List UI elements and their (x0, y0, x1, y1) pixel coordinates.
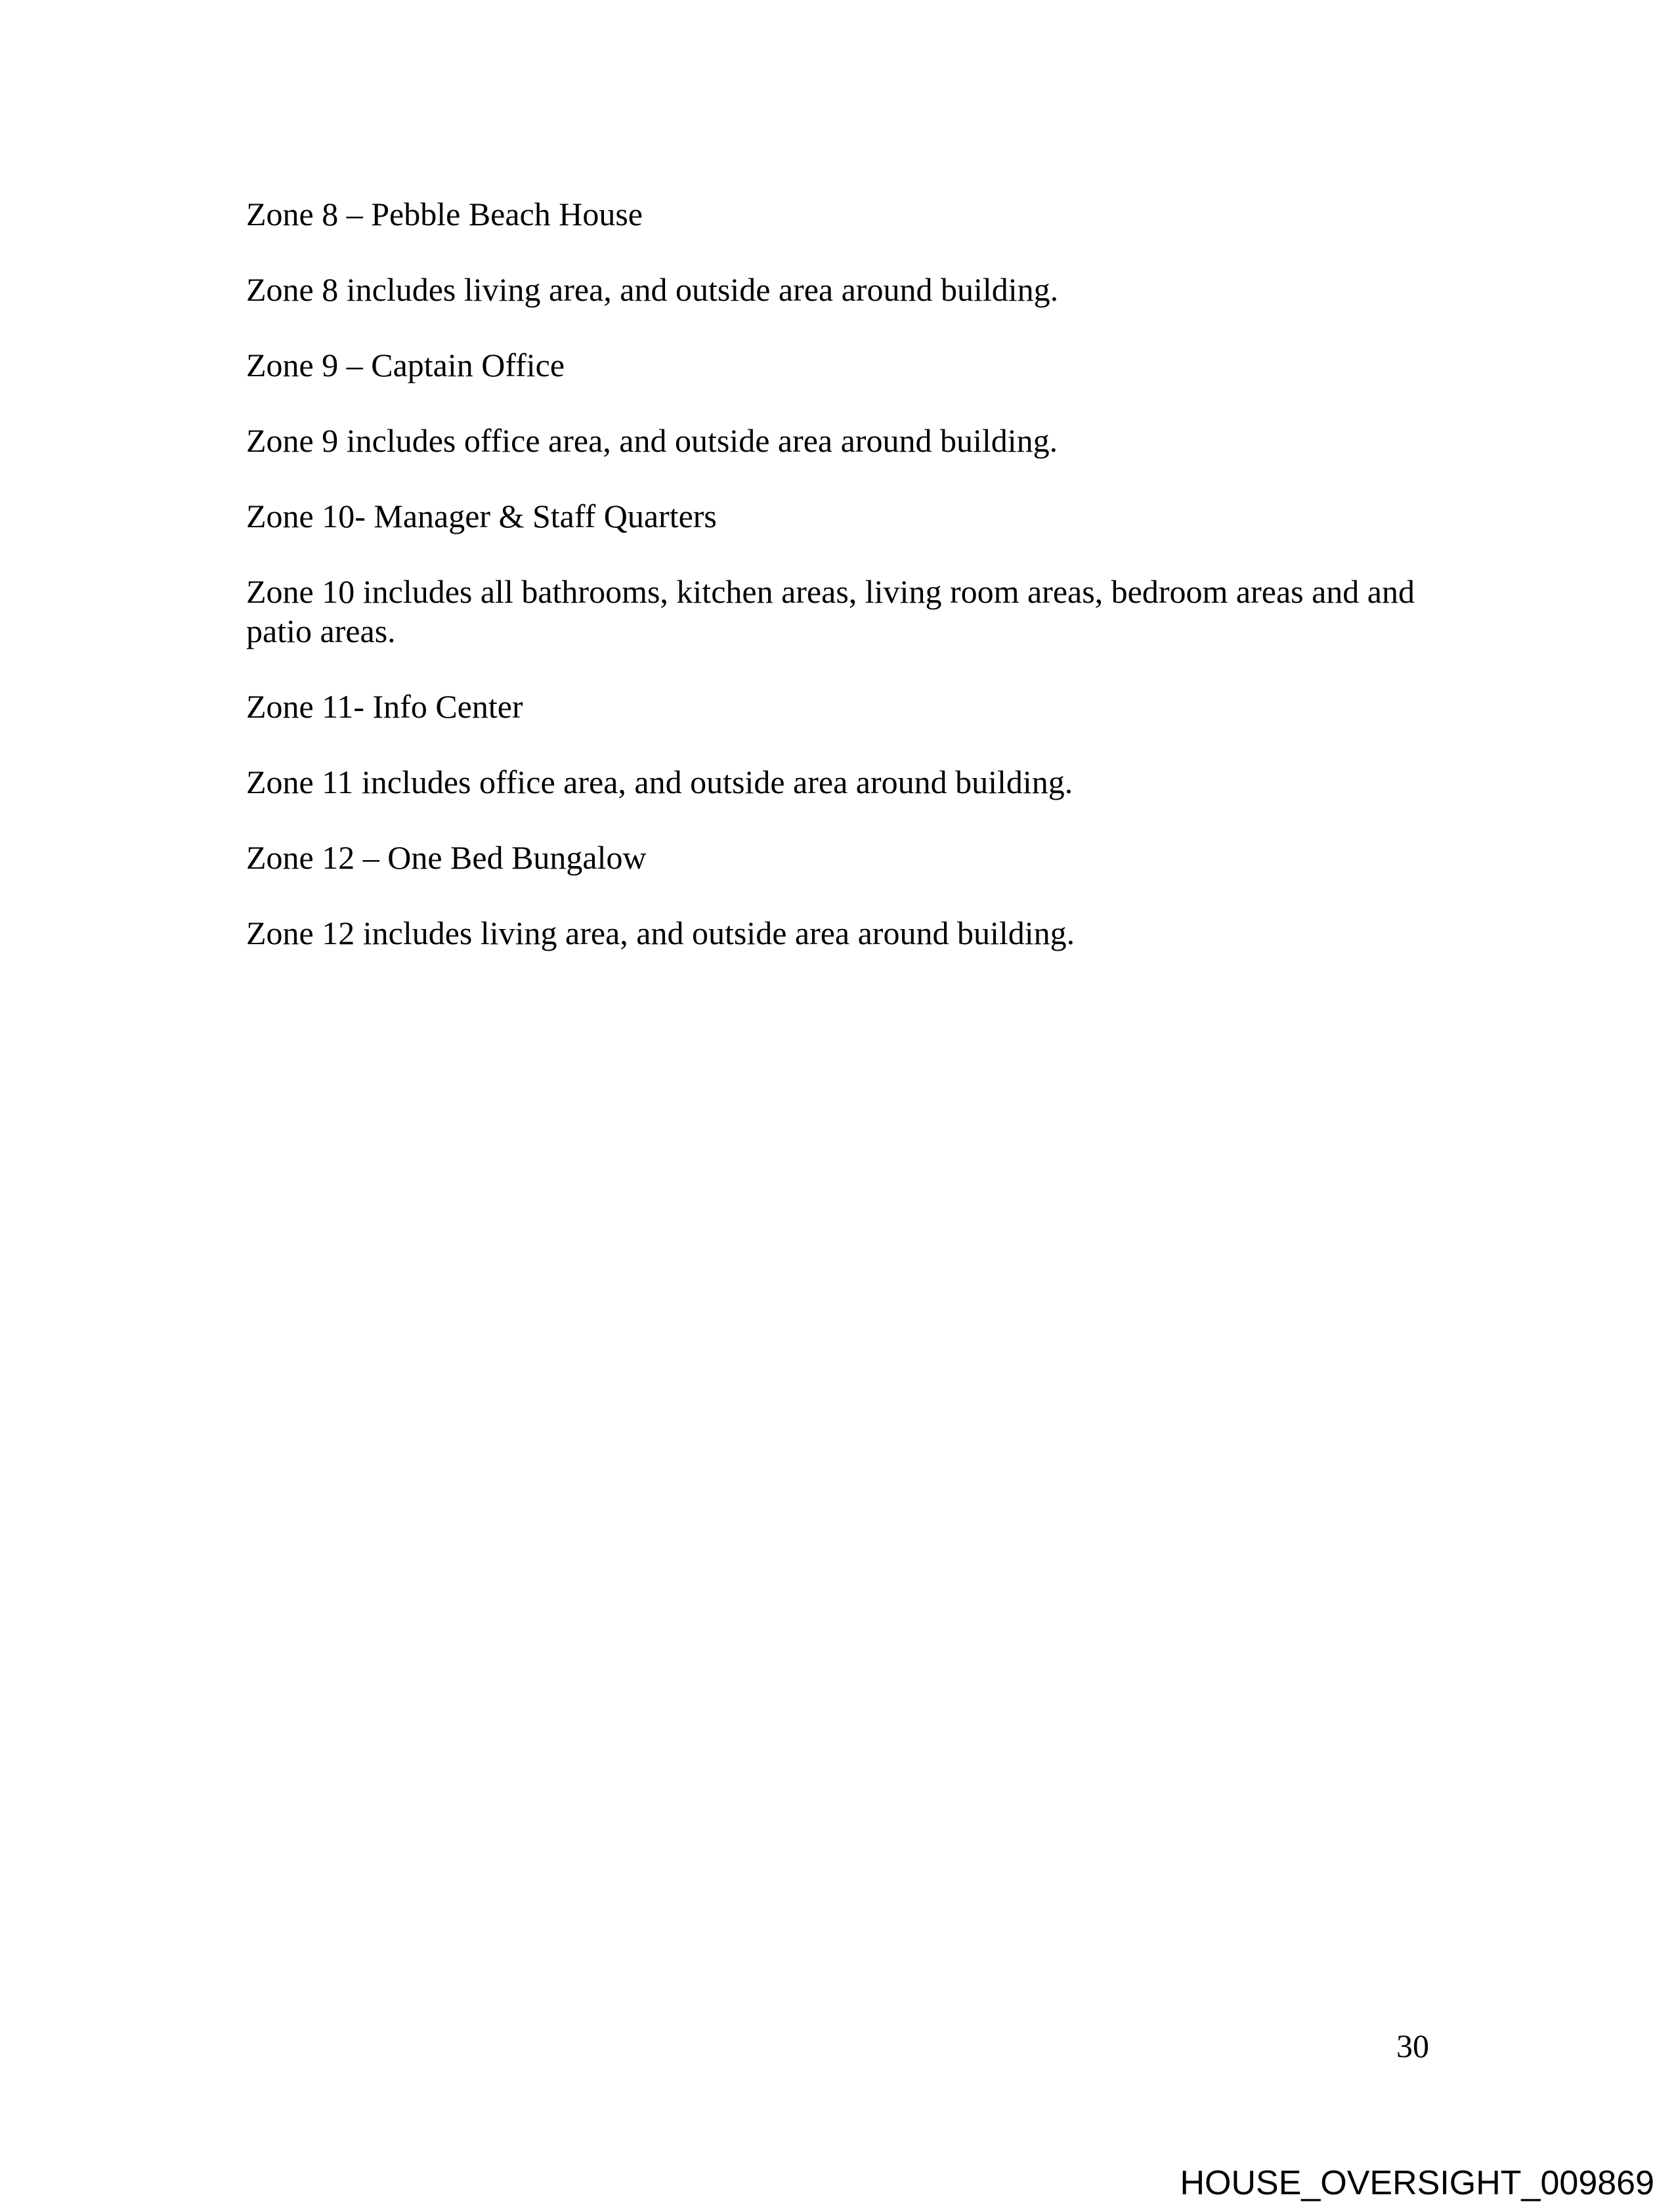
paragraph: Zone 11- Info Center (246, 688, 523, 725)
paragraph: Zone 9 – Captain Office (246, 347, 565, 383)
document-body (246, 0, 1428, 989)
paragraph: Zone 12 – One Bed Bungalow (246, 839, 647, 876)
paragraph: Zone 10- Manager & Staff Quarters (246, 498, 717, 534)
paragraph: Zone 9 includes office area, and outside area around building. (246, 422, 1058, 459)
bates-number: HOUSE_OVERSIGHT_009869 (1180, 2164, 1654, 2202)
paragraph: Zone 12 includes living area, and outside area around building. (246, 915, 1075, 951)
paragraph: Zone 8 – Pebble Beach House (246, 196, 643, 232)
page-number: 30 (1396, 2028, 1429, 2064)
paragraph: Zone 8 includes living area, and outside area around building. (246, 271, 1059, 308)
paragraph: Zone 11 includes office area, and outside area around building. (246, 764, 1073, 800)
paragraph: Zone 10 includes all bathrooms, kitchen areas, living room areas, bedroom areas and and patio areas. (246, 573, 1415, 649)
